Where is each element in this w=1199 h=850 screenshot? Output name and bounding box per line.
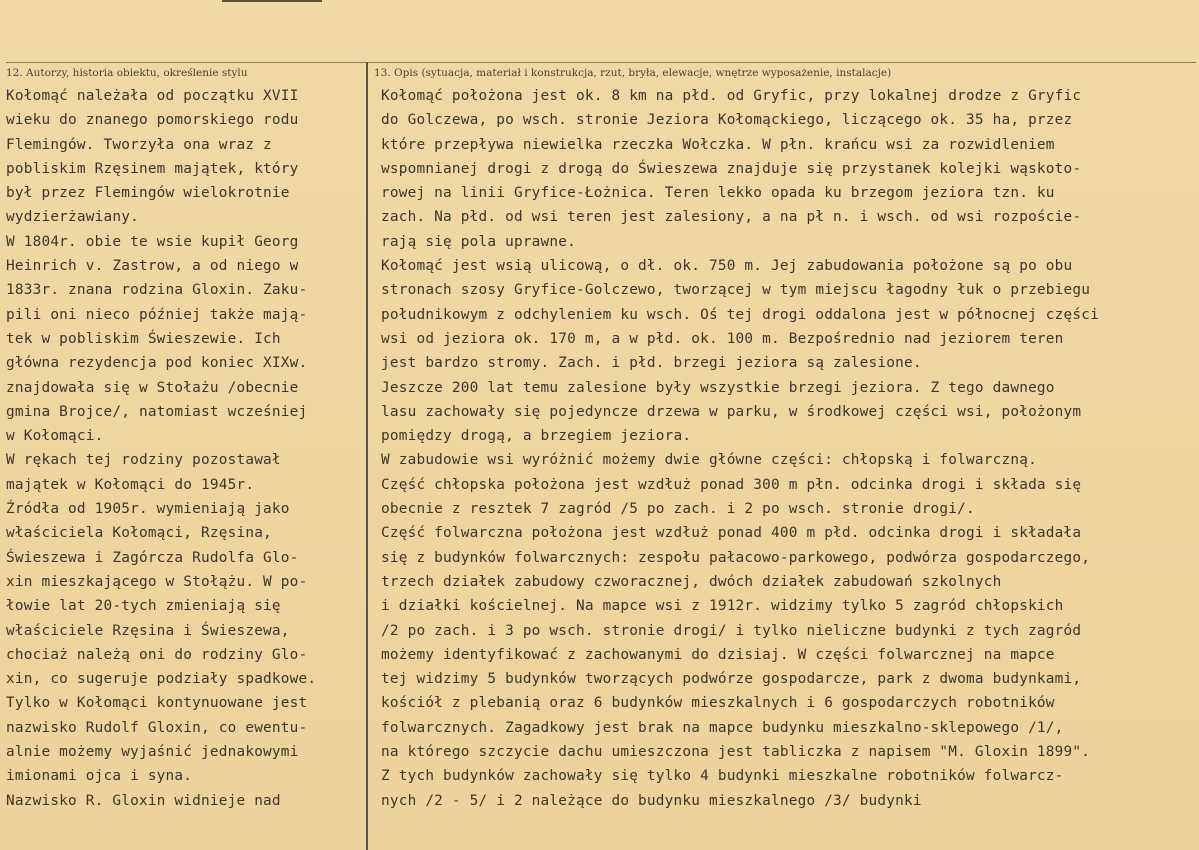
text-line: nych /2 - 5/ i 2 należące do budynku mieszkalnego /3/ budynki — [381, 792, 922, 809]
text-line: nazwisko Rudolf Gloxin, co ewentu- — [6, 719, 308, 736]
text-line: W rękach tej rodziny pozostawał — [6, 452, 281, 469]
text-line: xin, co sugeruje podziały spadkowe. — [6, 671, 317, 688]
text-line: chociaż należą oni do rodziny Glo- — [6, 646, 308, 663]
text-line: Kołomąć należała od początku XVII — [6, 88, 299, 104]
text-line: pomiędzy drogą, a brzegiem jeziora. — [381, 428, 692, 445]
text-line: Kołomąć jest wsią ulicową, o dł. ok. 750 m. Jej zabudowania położone są po obu — [381, 258, 1073, 275]
text-line: rowej na linii Gryfice-Łożnica. Teren lekko opada ku brzegom jeziora tzn. ku — [381, 185, 1055, 202]
text-line: właściciela Kołomąci, Rzęsina, — [6, 525, 272, 542]
text-line: południkowym z odchyleniem ku wsch. Oś tej drogi oddalona jest w północnej części — [381, 306, 1099, 323]
history-text-column — [6, 84, 362, 813]
text-line: W 1804r. obie te wsie kupił Georg — [6, 233, 299, 250]
text-line: jest bardzo stromy. Zach. i płd. brzegi jeziora są zalesione. — [381, 355, 922, 372]
text-line: xin mieszkającego w Stołążu. W po- — [6, 573, 308, 590]
text-line: znajdowała się w Stołażu /obecnie — [6, 379, 299, 396]
text-line: kościół z plebanią oraz 6 budynków mieszkalnych i 6 gospodarczych robotników — [381, 695, 1055, 712]
text-line: trzech działek zabudowy czworacznej, dwóch działek zabudowań szkolnych — [381, 573, 1002, 590]
text-line: wspomnianej drogi z drogą do Świeszewa znajduje się przystanek kolejki wąskoto- — [381, 160, 1082, 177]
text-line: był przez Flemingów wielokrotnie — [6, 185, 290, 202]
text-line: łowie lat 20-tych zmieniają się — [6, 598, 281, 615]
text-line: Świeszewa i Zagórcza Rudolfa Glo- — [6, 549, 299, 566]
text-line: wieku do znanego pomorskiego rodu — [6, 112, 299, 129]
header-description: 13. Opis (sytuacja, materiał i konstrukcja, rzut, bryła, elewacje, wnętrze wyposażenie, instalacje) — [374, 67, 892, 79]
text-line: /2 po zach. i 3 po wsch. stronie drogi/ i tylko nieliczne budynki z tych zagród — [381, 622, 1082, 639]
text-line: rają się pola uprawne. — [381, 233, 577, 250]
description-text-column — [381, 84, 1193, 813]
text-line: stronach szosy Gryfice-Golczewo, tworzącej w tym miejscu łagodny łuk o przebiegu — [381, 282, 1091, 299]
text-line: Kołomąć położona jest ok. 8 km na płd. od Gryfic, przy lokalnej drodze z Gryfic — [381, 88, 1082, 104]
text-line: w Kołomąci. — [6, 428, 104, 445]
text-line: które przepływa niewielka rzeczka Wołczka. W płn. krańcu wsi za rozwidleniem — [381, 136, 1055, 153]
text-line: główna rezydencja pod koniec XIXw. — [6, 355, 308, 372]
column-divider — [366, 62, 368, 850]
header-authors-history: 12. Autorzy, historia obiektu, określenie stylu — [6, 67, 248, 79]
text-line: zach. Na płd. od wsi teren jest zalesiony, a na pł n. i wsch. od wsi rozpoście- — [381, 209, 1082, 226]
text-line: wsi od jeziora ok. 170 m, a w płd. ok. 100 m. Bezpośrednio nad jeziorem teren — [381, 330, 1064, 347]
text-line: lasu zachowały się pojedyncze drzewa w parku, w środkowej części wsi, położonym — [381, 403, 1082, 420]
top-rule — [222, 0, 322, 2]
text-line: 1833r. znana rodzina Gloxin. Zaku- — [6, 282, 308, 299]
text-line: Część folwarczna położona jest wzdłuż ponad 400 m płd. odcinka drogi i składała — [381, 525, 1082, 542]
text-line: Z tych budynków zachowały się tylko 4 budynki mieszkalne robotników folwarcz- — [381, 768, 1064, 785]
text-line: Heinrich v. Zastrow, a od niego w — [6, 258, 299, 275]
text-line: alnie możemy wyjaśnić jednakowymi — [6, 744, 299, 761]
text-line: Tylko w Kołomąci kontynuowane jest — [6, 695, 308, 712]
text-line: W zabudowie wsi wyróżnić możemy dwie główne części: chłopską i folwarczną. — [381, 452, 1037, 469]
text-line: na którego szczycie dachu umieszczona jest tabliczka z napisem "M. Gloxin 1899". — [381, 744, 1091, 761]
text-line: Flemingów. Tworzyła ona wraz z — [6, 136, 272, 153]
text-line: folwarcznych. Zagadkowy jest brak na mapce budynku mieszkalno-sklepowego /1/, — [381, 719, 1064, 736]
text-line: Nazwisko R. Gloxin widnieje nad — [6, 792, 281, 809]
text-line: właściciele Rzęsina i Świeszewa, — [6, 622, 290, 639]
text-line: tej widzimy 5 budynków tworzących podwórze gospodarcze, park z dwoma budynkami, — [381, 671, 1082, 688]
text-line: pobliskim Rzęsinem majątek, który — [6, 160, 299, 177]
text-line: wydzierżawiany. — [6, 209, 139, 226]
text-line: do Golczewa, po wsch. stronie Jeziora Kołomąckiego, liczącego ok. 35 ha, przez — [381, 112, 1073, 129]
text-line: się z budynków folwarcznych: zespołu pałacowo-parkowego, podwórza gospodarczego, — [381, 549, 1091, 566]
text-line: imionami ojca i syna. — [6, 768, 193, 785]
text-line: pili oni nieco później także mają- — [6, 306, 308, 323]
text-line: Źródła od 1905r. wymieniają jako — [6, 501, 290, 518]
text-line: Część chłopska położona jest wzdłuż ponad 300 m płn. odcinka drogi i składa się — [381, 476, 1082, 493]
text-line: majątek w Kołomąci do 1945r. — [6, 476, 255, 493]
text-line: obecnie z resztek 7 zagród /5 po zach. i 2 po wsch. stronie drogi/. — [381, 501, 975, 518]
text-line: i działki kościelnej. Na mapce wsi z 1912r. widzimy tylko 5 zagród chłopskich — [381, 598, 1064, 615]
text-line: gmina Brojce/, natomiast wcześniej — [6, 403, 308, 420]
horizontal-rule — [6, 62, 1196, 63]
text-line: tek w pobliskim Świeszewie. Ich — [6, 330, 281, 347]
text-line: Jeszcze 200 lat temu zalesione były wszystkie brzegi jeziora. Z tego dawnego — [381, 379, 1055, 396]
text-line: możemy identyfikować z zachowanymi do dzisiaj. W części folwarcznej na mapce — [381, 646, 1055, 663]
